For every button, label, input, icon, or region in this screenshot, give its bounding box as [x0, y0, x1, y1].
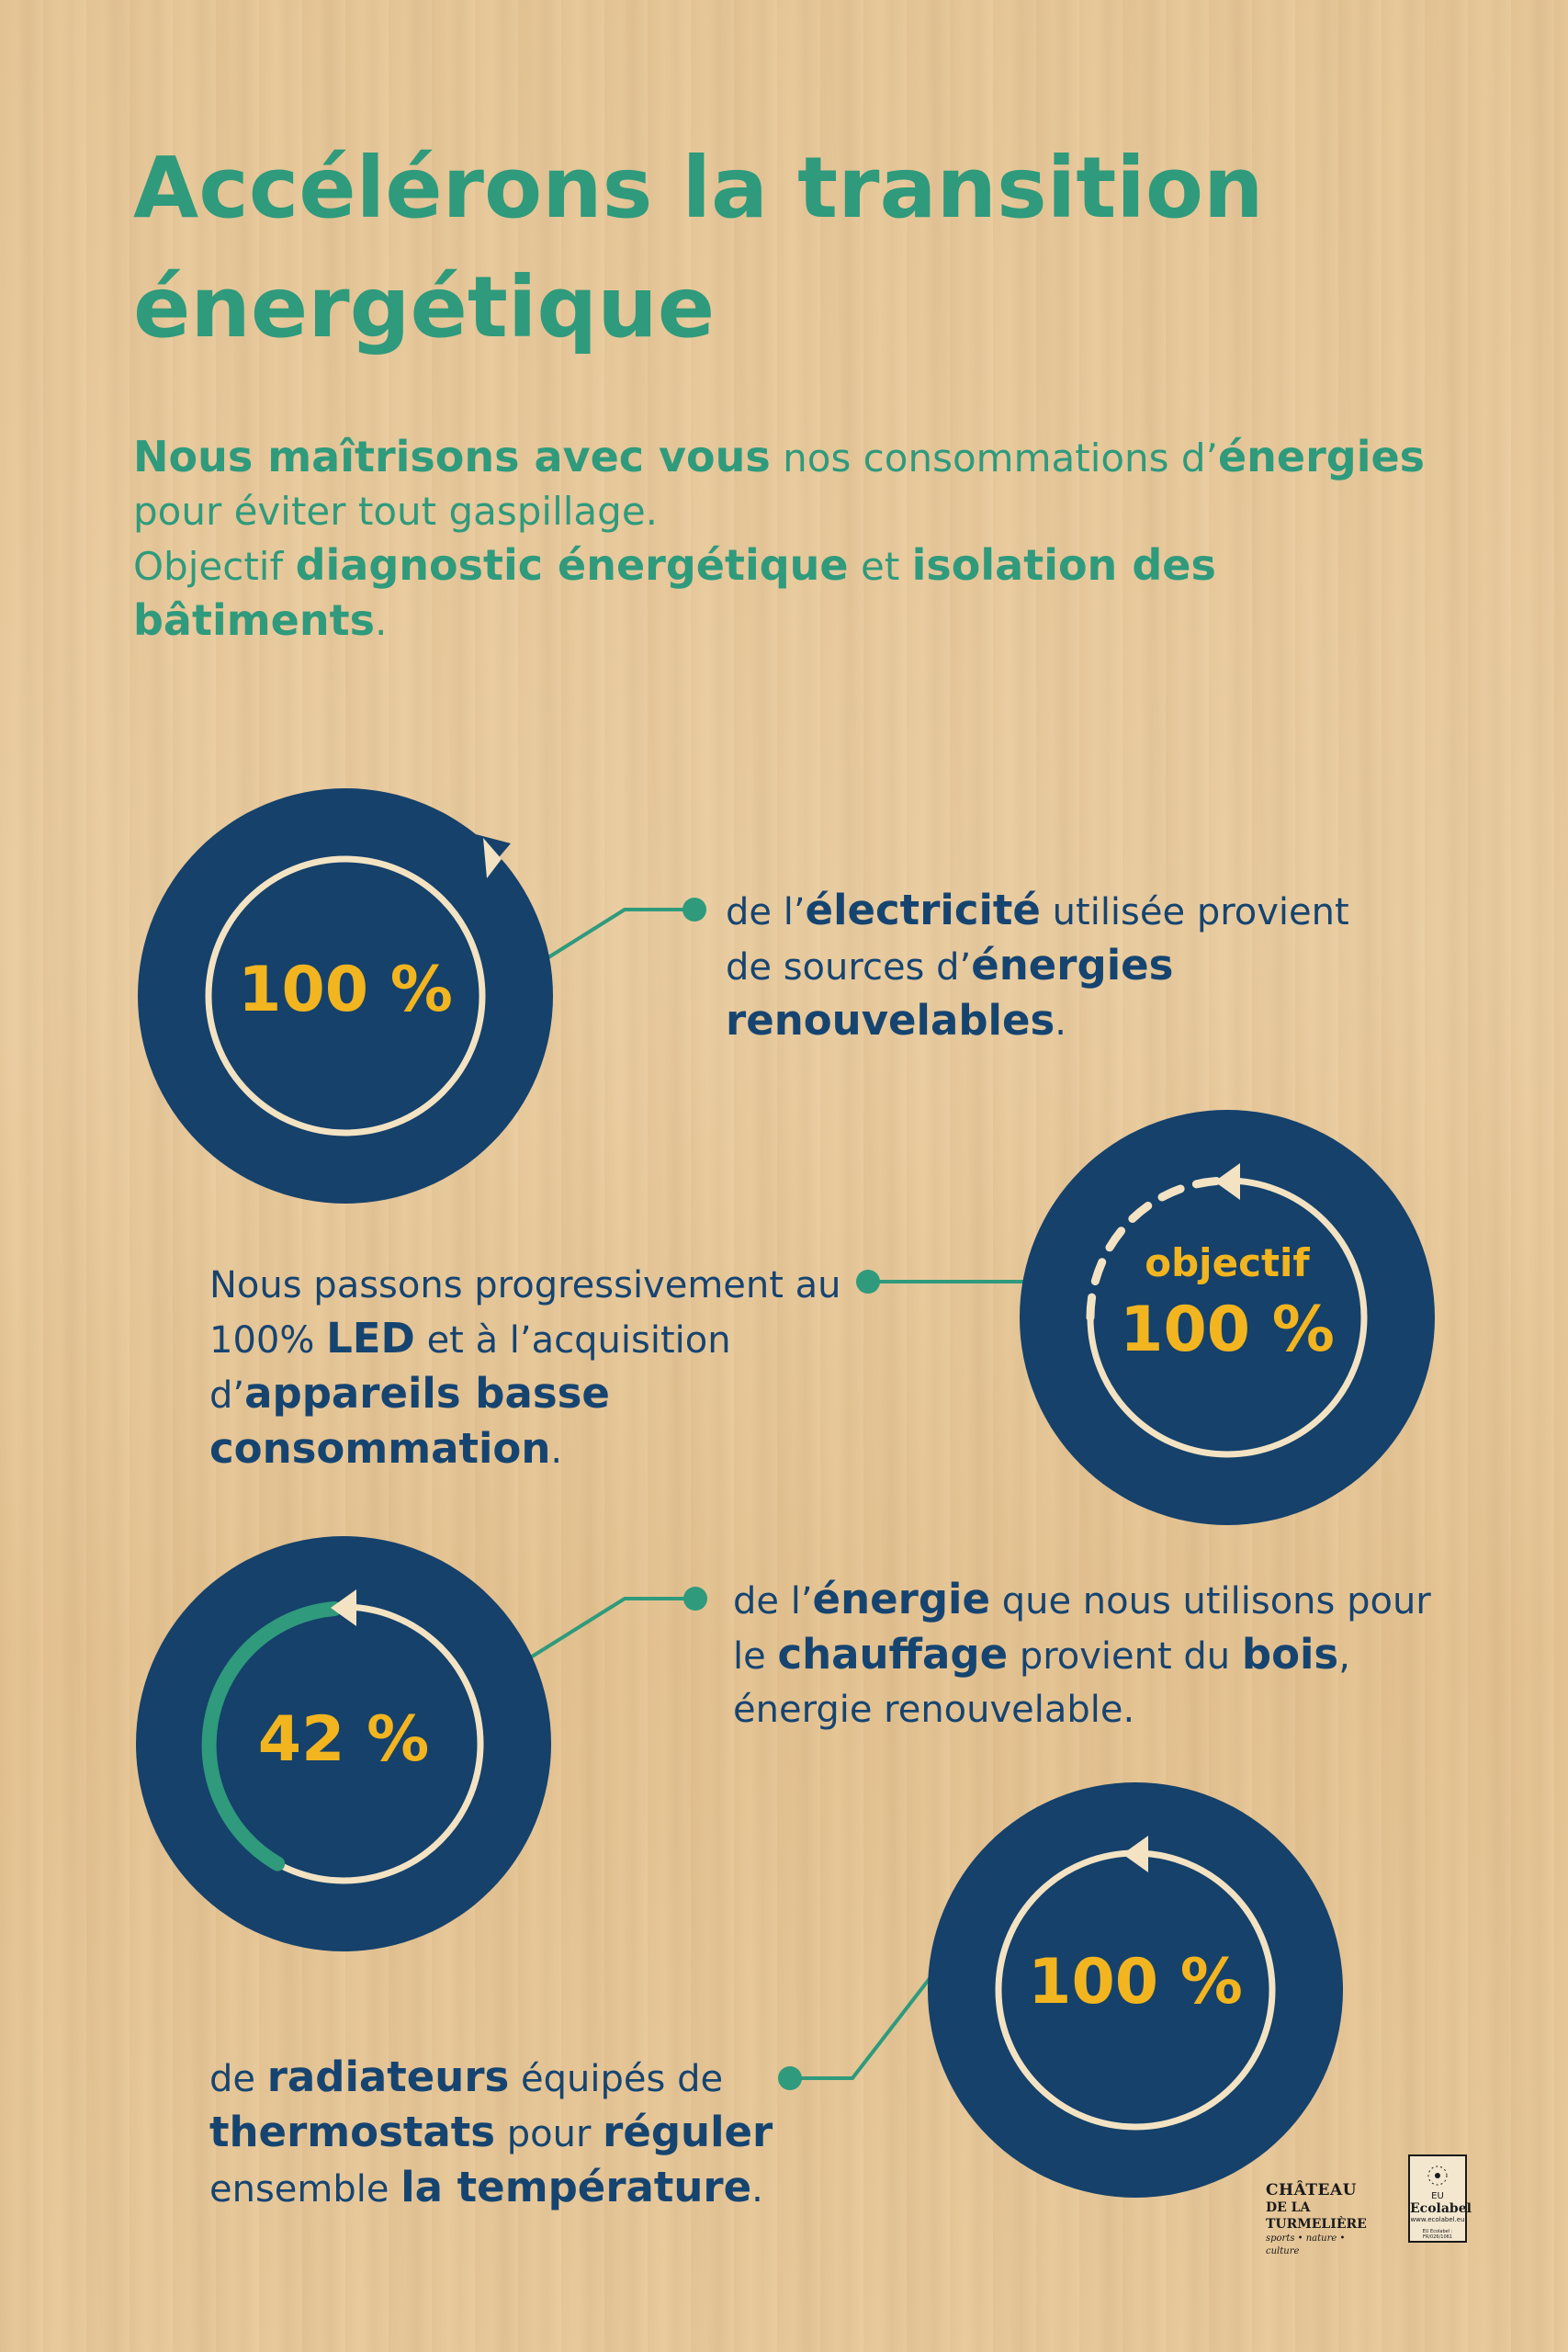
title-line-1: Accélérons la transition: [133, 139, 1264, 237]
text-part: Nous passons progressivement au: [209, 1264, 841, 1306]
text-part: le: [733, 1635, 778, 1678]
intro-bold-3: diagnostic énergétique: [295, 540, 849, 590]
text-bold: thermostats: [209, 2108, 496, 2156]
ecolabel-reg: EU Ecolabel : FR/026/1061: [1422, 2229, 1453, 2240]
chateau-logo: [1266, 2181, 1376, 2256]
intro-bold-4: isolation des bâtiments: [133, 540, 1216, 645]
stat-circle-radiators: [928, 1782, 1343, 2198]
text-part: de sources d’: [726, 946, 972, 989]
text-bold: la température: [400, 2163, 752, 2211]
stat-label: objectif: [1145, 1240, 1310, 1285]
text-part: provient du: [1008, 1635, 1242, 1678]
text-part: de l’: [726, 891, 806, 933]
stat-text-heating: [733, 1573, 1468, 1736]
stat-value: 100 %: [1028, 1946, 1243, 2018]
text-bold: renouvelables: [726, 996, 1055, 1045]
intro-bold-2: énergies: [1217, 432, 1426, 481]
text-part: de: [209, 2058, 267, 2100]
text-bold: énergie: [812, 1575, 990, 1623]
text-part: .: [1055, 1001, 1067, 1044]
text-bold: réguler: [603, 2108, 773, 2156]
chateau-logo-line1: CHÂTEAU: [1266, 2181, 1357, 2199]
stat-text-electricity: [726, 884, 1387, 1049]
text-part: 100%: [209, 1319, 327, 1362]
intro-text-3: Objectif: [133, 544, 296, 589]
stat-circle-heating: [136, 1536, 551, 1951]
stat-value: 100 %: [1120, 1294, 1335, 1366]
text-part: utilisée provient: [1040, 891, 1349, 933]
ecolabel-name: Ecolabel: [1410, 2201, 1472, 2216]
text-bold: consommation: [209, 1424, 551, 1473]
eu-stars-flower-icon: [1419, 2162, 1456, 2189]
text-bold: énergies: [971, 941, 1174, 989]
text-part: de l’: [733, 1580, 813, 1623]
intro-bold-1: Nous maîtrisons avec vous: [133, 432, 771, 481]
ecolabel-logo: [1408, 2154, 1472, 2243]
chateau-logo-line3: sports • nature • culture: [1266, 2233, 1346, 2256]
text-part: et à l’acquisition: [414, 1319, 731, 1362]
intro-text-1: nos consommations d’: [770, 435, 1218, 481]
ecolabel-url: www.ecolabel.eu: [1410, 2216, 1465, 2223]
text-part: d’: [209, 1374, 245, 1417]
title-line-2: énergétique: [133, 258, 716, 356]
text-part: .: [751, 2168, 763, 2211]
stat-text-led: [209, 1259, 852, 1477]
stat-circle-electricity: [138, 788, 553, 1204]
text-bold: électricité: [805, 886, 1041, 934]
text-bold: appareils basse: [244, 1369, 610, 1418]
text-bold: chauffage: [777, 1630, 1009, 1679]
stat-value: 42 %: [257, 1703, 430, 1776]
intro-text-5: .: [374, 599, 388, 644]
intro-text-2: pour éviter tout gaspillage.: [133, 489, 659, 534]
connector-dot-3: [683, 1587, 707, 1611]
text-part: pour: [495, 2113, 604, 2155]
connector-dot-1: [682, 898, 706, 922]
page-title: [133, 129, 1474, 368]
stat-text-radiators: [209, 2051, 908, 2216]
text-bold: radiateurs: [266, 2052, 510, 2101]
stat-value: 100 %: [238, 954, 453, 1026]
connector-dot-2: [856, 1270, 880, 1294]
text-part: équipés de: [509, 2058, 724, 2100]
text-bold: LED: [326, 1314, 415, 1363]
ecolabel-eu: EU: [1431, 2191, 1444, 2201]
text-part: ensemble: [209, 2168, 401, 2211]
text-part: énergie renouvelable.: [733, 1689, 1135, 1731]
stat-circle-led: [1020, 1110, 1435, 1525]
intro-text-4: et: [848, 544, 912, 589]
text-part: ,: [1338, 1635, 1350, 1678]
text-part: .: [550, 1430, 563, 1472]
text-part: que nous utilisons pour: [989, 1580, 1431, 1623]
chateau-logo-line2: DE LA TURMELIÈRE: [1266, 2200, 1367, 2232]
text-bold: bois: [1241, 1630, 1339, 1679]
intro-paragraph: [133, 430, 1474, 649]
connector-1: [531, 910, 694, 968]
